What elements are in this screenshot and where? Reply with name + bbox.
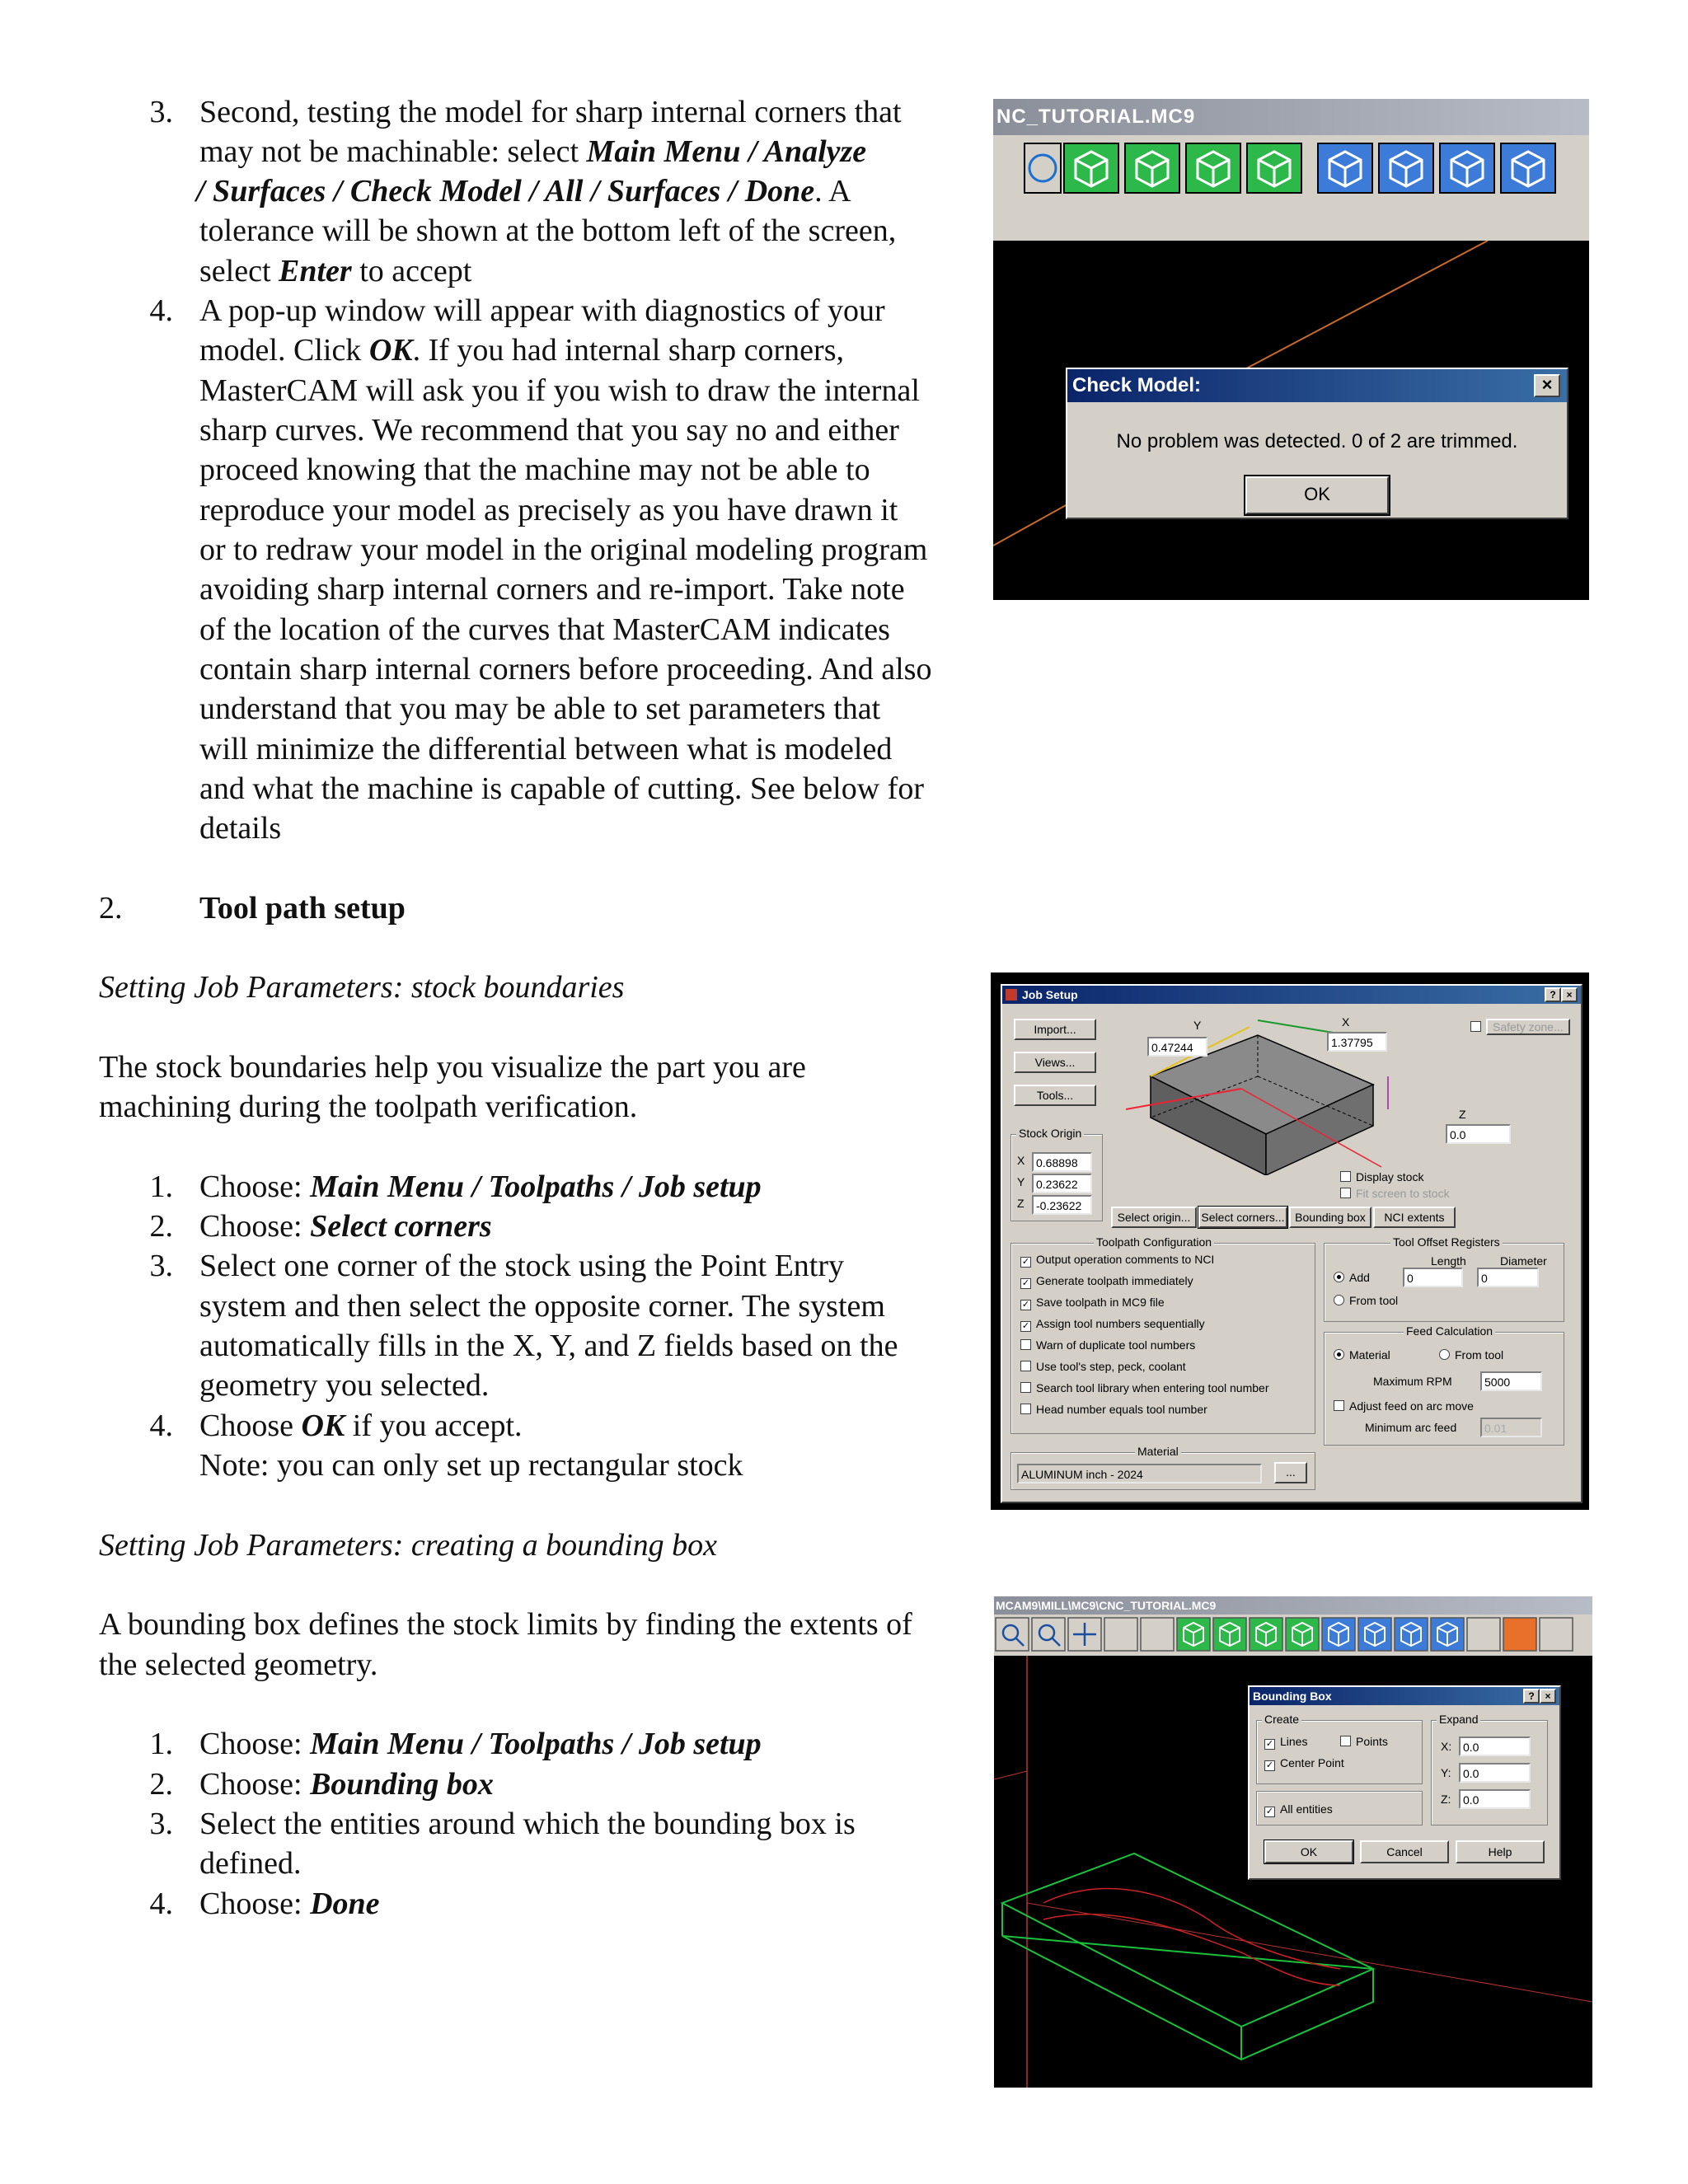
text-run: Choose — [199, 1408, 302, 1443]
expand-x-label: X: — [1441, 1740, 1452, 1753]
cfg-checkbox[interactable] — [1020, 1317, 1205, 1332]
radio-label: Material — [1349, 1348, 1390, 1361]
adjust-feed-checkbox[interactable] — [1334, 1399, 1474, 1413]
dialog-title: Bounding Box — [1253, 1690, 1332, 1703]
points-checkbox[interactable] — [1340, 1735, 1388, 1748]
length-label: Length — [1431, 1254, 1466, 1268]
z-field[interactable]: 0.0 — [1446, 1124, 1511, 1144]
max-rpm-field[interactable]: 5000 — [1480, 1371, 1542, 1391]
bounding-box-dialog — [1248, 1685, 1561, 1880]
diameter-label: Diameter — [1500, 1254, 1547, 1268]
checkbox-check: ✓ — [1265, 1760, 1274, 1770]
help-icon[interactable]: ? — [1523, 1689, 1540, 1704]
paragraph-line: machining during the toolpath verification. — [99, 1090, 638, 1124]
subheading: Setting Job Parameters: stock boundaries — [99, 970, 625, 1005]
list-item: Select the entities around which the bounding box is — [199, 1807, 856, 1841]
checkbox-label: Save toolpath in MC9 file — [1036, 1296, 1165, 1309]
checkbox-box — [1020, 1339, 1031, 1350]
menu-path: Main Menu / Toolpaths / Job setup — [310, 1169, 762, 1204]
toolbar-icons — [994, 1615, 1592, 1656]
subheading: Setting Job Parameters: creating a bounding box — [99, 1528, 718, 1563]
lines-checkbox[interactable] — [1264, 1735, 1307, 1750]
paragraph-line: Second, testing the model for sharp internal corners that — [199, 95, 902, 129]
expand-z-field[interactable]: 0.0 — [1459, 1789, 1531, 1809]
text-run: Choose: — [199, 1886, 311, 1921]
safety-zone-checkbox[interactable] — [1470, 1019, 1570, 1035]
text-run: if you accept. — [345, 1408, 523, 1443]
material-field[interactable]: ALUMINUM inch - 2024 — [1017, 1464, 1262, 1483]
list-number: 4. — [149, 293, 173, 328]
radio-dot — [1334, 1295, 1344, 1305]
radio-label: From tool — [1455, 1348, 1504, 1361]
list-number: 3. — [149, 1807, 173, 1841]
toolbar — [994, 1615, 1592, 1656]
group-title: Stock Origin — [1016, 1127, 1084, 1140]
help-icon[interactable]: ? — [1545, 987, 1561, 1002]
job-setup-dialog — [1001, 984, 1582, 1503]
close-icon[interactable]: × — [1561, 987, 1578, 1002]
list-item — [199, 1884, 380, 1924]
section-title: Tool path setup — [199, 891, 406, 926]
checkbox-box — [1340, 1171, 1351, 1182]
list-item — [199, 1724, 762, 1765]
note: Note: you can only set up rectangular stock — [199, 1448, 743, 1483]
min-arc-label: Minimum arc feed — [1365, 1421, 1457, 1434]
diameter-field[interactable]: 0 — [1477, 1268, 1539, 1287]
fit-screen-checkbox[interactable] — [1340, 1187, 1450, 1200]
list-number: 2. — [149, 1209, 173, 1244]
paragraph-line: proceed knowing that the machine may not be able to — [199, 452, 870, 487]
list-item: system and then select the opposite corner. The system — [199, 1289, 885, 1324]
ok-button[interactable]: OK — [1245, 476, 1389, 514]
dialog-title: Check Model: — [1072, 374, 1202, 396]
checkbox-check: ✓ — [1021, 1300, 1030, 1310]
origin-y-label: Y — [1017, 1175, 1025, 1188]
all-entities-checkbox[interactable] — [1264, 1802, 1333, 1817]
nci-extents-button[interactable]: NCI extents — [1373, 1207, 1456, 1228]
list-item: geometry you selected. — [199, 1368, 490, 1403]
group-title: Toolpath Configuration — [1094, 1235, 1214, 1249]
screenshot-job-setup — [991, 972, 1589, 1510]
list-item: Select one corner of the stock using the Point Entry — [199, 1249, 844, 1283]
menu-path: / Surfaces / Check Model / All / Surfaces / Done — [196, 174, 815, 209]
menu-path: Select corners — [310, 1209, 492, 1244]
origin-x-label: X — [1017, 1154, 1025, 1167]
radio-dot — [1439, 1349, 1450, 1360]
list-item: defined. — [199, 1846, 302, 1881]
radio-dot — [1334, 1349, 1344, 1360]
cfg-checkbox[interactable] — [1020, 1253, 1214, 1268]
paragraph-line: The stock boundaries help you visualize the part you are — [99, 1050, 806, 1085]
checkbox-box — [1470, 1021, 1481, 1032]
menu-path: OK — [301, 1408, 345, 1443]
screenshot-check-model — [993, 99, 1589, 600]
radio-dot — [1334, 1272, 1344, 1282]
group-title: Tool Offset Registers — [1390, 1235, 1503, 1249]
checkbox-check: ✓ — [1021, 1257, 1030, 1267]
checkbox-label: Generate toolpath immediately — [1036, 1274, 1193, 1287]
close-icon[interactable]: × — [1534, 374, 1560, 397]
paragraph-line: the selected geometry. — [99, 1647, 378, 1682]
max-rpm-label: Maximum RPM — [1373, 1375, 1452, 1388]
window-titlebar: MCAM9\MILL\MC9\CNC_TUTORIAL.MC9 — [994, 1596, 1592, 1615]
list-number: 1. — [149, 1727, 173, 1761]
paragraph-line — [199, 330, 844, 371]
section-number: 2. — [99, 891, 123, 926]
origin-y-field[interactable]: 0.23622 — [1032, 1174, 1092, 1193]
text-run: to accept — [351, 254, 472, 288]
app-icon — [1006, 989, 1017, 1001]
screenshot-bounding-box — [994, 1596, 1592, 2088]
cfg-checkbox[interactable] — [1020, 1403, 1207, 1416]
paragraph-line: understand that you may be able to set parameters that — [199, 691, 881, 726]
menu-path: Bounding box — [310, 1767, 494, 1802]
group-title: Expand — [1437, 1713, 1480, 1726]
radio-label: From tool — [1349, 1294, 1399, 1307]
text-run: Choose: — [199, 1209, 311, 1244]
display-stock-checkbox[interactable] — [1340, 1170, 1423, 1183]
menu-path: Enter — [279, 254, 352, 288]
list-item — [199, 1167, 762, 1207]
text-run: Choose: — [199, 1767, 311, 1802]
list-number: 4. — [149, 1408, 173, 1443]
checkbox-label: Center Point — [1280, 1756, 1344, 1769]
checkbox-label: Assign tool numbers sequentially — [1036, 1317, 1205, 1330]
y-axis-label: Y — [1193, 1019, 1202, 1032]
checkbox-label: Output operation comments to NCI — [1036, 1253, 1215, 1266]
checkbox-check: ✓ — [1021, 1278, 1030, 1288]
checkbox-check: ✓ — [1265, 1739, 1274, 1749]
dialog-titlebar — [1002, 986, 1581, 1004]
y-field[interactable]: 0.47244 — [1147, 1037, 1207, 1057]
checkbox-label: Search tool library when entering tool number — [1036, 1381, 1269, 1394]
checkbox-label: Use tool's step, peck, coolant — [1036, 1360, 1186, 1373]
dialog-title: Job Setup — [1022, 988, 1078, 1001]
from-tool-feed-radio[interactable] — [1439, 1348, 1503, 1361]
expand-x-field[interactable]: 0.0 — [1459, 1736, 1531, 1756]
paragraph-line: or to redraw your model in the original modeling program — [199, 532, 928, 567]
group-title: Create — [1262, 1713, 1301, 1726]
text-run: Choose: — [199, 1169, 311, 1204]
group-title: Feed Calculation — [1404, 1324, 1495, 1338]
paragraph-line — [199, 251, 471, 292]
menu-path: Main Menu / Analyze — [586, 134, 867, 169]
x-field[interactable]: 1.37795 — [1327, 1032, 1387, 1052]
checkbox-box — [1020, 1382, 1031, 1393]
toolbar-icons — [993, 142, 1589, 208]
select-corners-button[interactable]: Select corners... — [1198, 1207, 1287, 1228]
paragraph-line: A bounding box defines the stock limits by finding the extents of — [99, 1607, 912, 1642]
close-icon[interactable]: × — [1540, 1689, 1556, 1704]
paragraph-line: contain sharp internal corners before proceeding. And also — [199, 652, 932, 687]
check-model-dialog — [1066, 368, 1568, 519]
paragraph-line: avoiding sharp internal corners and re-import. Take note — [199, 572, 905, 607]
ok-button[interactable]: OK — [1264, 1840, 1353, 1863]
paragraph-line: sharp curves. We recommend that you say no and either — [199, 413, 899, 448]
list-item: automatically fills in the X, Y, and Z fields based on the — [199, 1329, 898, 1363]
paragraph-line: MasterCAM will ask you if you wish to draw the internal — [199, 373, 920, 408]
list-number: 4. — [149, 1886, 173, 1921]
add-radio[interactable] — [1334, 1271, 1370, 1284]
text-run: Choose: — [199, 1727, 311, 1761]
checkbox-label: Points — [1356, 1735, 1388, 1748]
checkbox-label: Head number equals tool number — [1036, 1403, 1207, 1416]
checkbox-box — [1020, 1404, 1031, 1414]
cfg-checkbox[interactable] — [1020, 1274, 1193, 1289]
paragraph-line: details — [199, 811, 282, 846]
text-run: select — [199, 254, 279, 288]
list-item — [199, 1207, 492, 1247]
checkbox-check: ✓ — [1265, 1807, 1274, 1816]
checkbox-label: Display stock — [1356, 1170, 1424, 1183]
checkbox-label: Adjust feed on arc move — [1349, 1399, 1474, 1413]
cancel-button[interactable]: Cancel — [1360, 1840, 1449, 1863]
paragraph-line: tolerance will be shown at the bottom left of the screen, — [199, 213, 897, 248]
dialog-titlebar — [1067, 369, 1567, 402]
cfg-checkbox[interactable] — [1020, 1338, 1195, 1352]
expand-y-field[interactable]: 0.0 — [1459, 1763, 1531, 1783]
min-arc-field[interactable]: 0.01 — [1480, 1418, 1542, 1437]
cfg-checkbox[interactable] — [1020, 1296, 1165, 1310]
text-run: . A — [814, 174, 851, 209]
paragraph-line — [199, 132, 866, 172]
origin-z-label: Z — [1017, 1197, 1025, 1210]
checkbox-box — [1340, 1736, 1351, 1746]
dialog-message: No problem was detected. 0 of 2 are trimmed. — [1116, 430, 1518, 452]
from-tool-radio[interactable] — [1334, 1294, 1398, 1307]
group-title: Material — [1135, 1445, 1181, 1458]
z-axis-label: Z — [1459, 1108, 1466, 1121]
checkbox-box — [1334, 1400, 1344, 1411]
dialog-titlebar — [1250, 1687, 1559, 1705]
help-button[interactable]: Help — [1456, 1840, 1545, 1863]
checkbox-label: All entities — [1280, 1802, 1333, 1816]
list-item — [199, 1406, 523, 1446]
import-button[interactable]: Import... — [1014, 1019, 1096, 1040]
length-field[interactable]: 0 — [1403, 1268, 1463, 1287]
menu-path: OK — [368, 333, 413, 368]
text-run: model. Click — [199, 333, 369, 368]
views-button[interactable]: Views... — [1014, 1052, 1096, 1073]
paragraph-line: of the location of the curves that MasterCAM indicates — [199, 612, 890, 647]
list-number: 3. — [149, 1249, 173, 1283]
paragraph-line: reproduce your model as precisely as you have drawn it — [199, 493, 898, 527]
paragraph-line: A pop-up window will appear with diagnostics of your — [199, 293, 885, 328]
material-radio[interactable] — [1334, 1348, 1390, 1361]
checkbox-box — [1020, 1361, 1031, 1371]
paragraph-line: and what the machine is capable of cutting. See below for — [199, 771, 924, 806]
text-run: . If you had internal sharp corners, — [412, 333, 844, 368]
expand-y-label: Y: — [1441, 1766, 1451, 1779]
checkbox-check: ✓ — [1021, 1321, 1030, 1331]
paragraph-line: will minimize the differential between what is modeled — [199, 732, 893, 766]
checkbox-label: Warn of duplicate tool numbers — [1036, 1338, 1196, 1352]
bounding-box-button[interactable]: Bounding box — [1289, 1207, 1372, 1228]
radio-label: Add — [1349, 1271, 1370, 1284]
menu-path: Done — [310, 1886, 380, 1921]
select-origin-button[interactable]: Select origin... — [1111, 1207, 1197, 1228]
paragraph-line — [196, 171, 851, 212]
origin-x-field[interactable]: 0.68898 — [1032, 1152, 1092, 1172]
safety-zone-button[interactable]: Safety zone... — [1486, 1019, 1570, 1035]
create-group — [1256, 1713, 1423, 1784]
list-number: 3. — [149, 95, 173, 129]
origin-z-field[interactable]: -0.23622 — [1032, 1195, 1092, 1215]
window-titlebar: NC_TUTORIAL.MC9 — [993, 99, 1589, 135]
material-browse-button[interactable]: ... — [1274, 1462, 1307, 1483]
toolbar — [993, 135, 1589, 241]
list-item — [199, 1765, 494, 1805]
cfg-checkbox[interactable] — [1020, 1381, 1269, 1394]
list-number: 2. — [149, 1767, 173, 1802]
center-point-checkbox[interactable] — [1264, 1756, 1344, 1771]
checkbox-label: Fit screen to stock — [1356, 1187, 1450, 1200]
cfg-checkbox[interactable] — [1020, 1360, 1186, 1373]
tools-button[interactable]: Tools... — [1014, 1085, 1096, 1106]
text-run: may not be machinable: select — [199, 134, 587, 169]
list-number: 1. — [149, 1169, 173, 1204]
checkbox-box — [1340, 1188, 1351, 1198]
x-axis-label: X — [1342, 1015, 1350, 1029]
expand-z-label: Z: — [1441, 1793, 1451, 1806]
checkbox-label: Lines — [1280, 1735, 1308, 1748]
menu-path: Main Menu / Toolpaths / Job setup — [310, 1727, 762, 1761]
